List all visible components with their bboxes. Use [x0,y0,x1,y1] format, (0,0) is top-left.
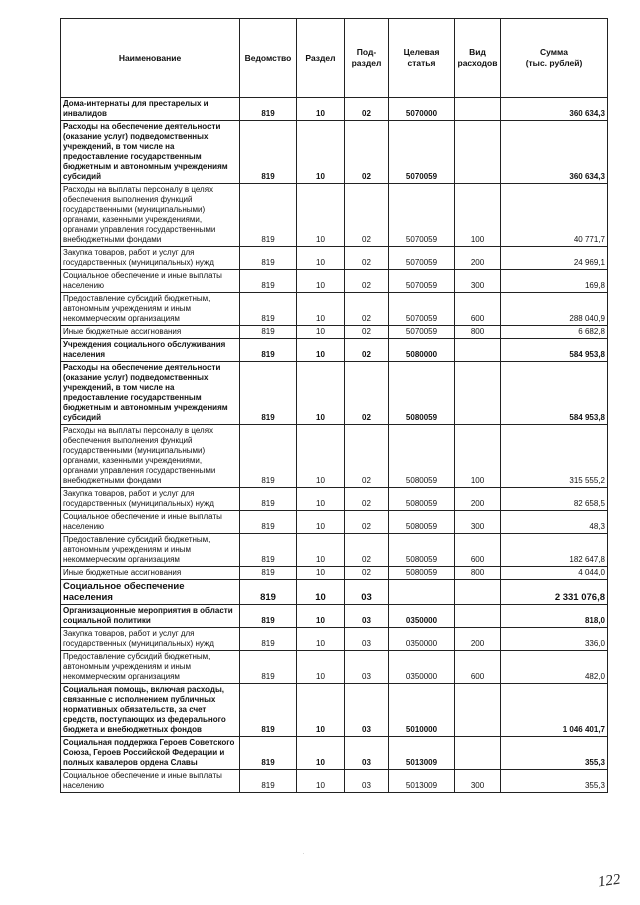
table-row [61,247,608,270]
cell-name: Организационные мероприятия в области социальной политики [61,605,240,628]
cell-name: Закупка товаров, работ и услуг для государственных (муниципальных) нужд [61,628,240,651]
cell-subsection: 02 [345,488,389,511]
cell-section: 10 [297,651,345,684]
cell-dept: 819 [240,293,297,326]
cell-name: Социальная поддержка Героев Советского Союза, Героев Российской Федерации и полных кавалеров ордена Славы [61,737,240,770]
header-exptype: Вид расходов [455,19,501,98]
cell-section: 10 [297,339,345,362]
cell-dept: 819 [240,770,297,793]
cell-name: Иные бюджетные ассигнования [61,567,240,580]
cell-exptype: 300 [455,511,501,534]
cell-target: 0350000 [389,605,455,628]
cell-dept: 819 [240,184,297,247]
cell-subsection: 02 [345,184,389,247]
cell-sum: 40 771,7 [501,184,608,247]
cell-exptype: 800 [455,326,501,339]
cell-dept: 819 [240,247,297,270]
cell-exptype [455,362,501,425]
cell-dept: 819 [240,737,297,770]
cell-section: 10 [297,567,345,580]
cell-name: Расходы на обеспечение деятельности (оказание услуг) подведомственных учреждений, в том числе на предоставление государственным бюджетным и автономным учреждениям субсидий [61,121,240,184]
cell-subsection: 03 [345,684,389,737]
cell-section: 10 [297,770,345,793]
cell-sum: 818,0 [501,605,608,628]
cell-subsection: 03 [345,770,389,793]
cell-exptype: 100 [455,184,501,247]
cell-sum: 360 634,3 [501,121,608,184]
table-row [61,326,608,339]
cell-section: 10 [297,293,345,326]
cell-sum: 336,0 [501,628,608,651]
cell-exptype: 600 [455,651,501,684]
cell-dept: 819 [240,605,297,628]
cell-target: 5080059 [389,534,455,567]
cell-sum: 1 046 401,7 [501,684,608,737]
cell-sum: 48,3 [501,511,608,534]
cell-subsection: 02 [345,339,389,362]
table-row [61,184,608,247]
cell-target: 5070000 [389,98,455,121]
cell-target: 5080059 [389,567,455,580]
cell-exptype: 800 [455,567,501,580]
cell-target: 5070059 [389,326,455,339]
cell-subsection: 03 [345,737,389,770]
header-dept: Ведомство [240,19,297,98]
cell-target: 0350000 [389,628,455,651]
cell-target: 5070059 [389,270,455,293]
cell-dept: 819 [240,534,297,567]
cell-dept: 819 [240,651,297,684]
table-row [61,121,608,184]
cell-subsection: 03 [345,628,389,651]
cell-section: 10 [297,326,345,339]
cell-section: 10 [297,488,345,511]
cell-sum: 82 658,5 [501,488,608,511]
cell-sum: 482,0 [501,651,608,684]
cell-target: 5070059 [389,184,455,247]
cell-section: 10 [297,184,345,247]
cell-exptype [455,98,501,121]
cell-dept: 819 [240,270,297,293]
cell-sum: 6 682,8 [501,326,608,339]
cell-section: 10 [297,534,345,567]
cell-exptype [455,684,501,737]
cell-exptype [455,737,501,770]
cell-name: Предоставление субсидий бюджетным, автономным учреждениям и иным некоммерческим организациям [61,651,240,684]
cell-subsection: 03 [345,580,389,605]
cell-name: Социальная помощь, включая расходы, связанные с исполнением публичных нормативных обязательств, за счет средств, поступающих из федерального бюджета и внебюджетных фондов [61,684,240,737]
cell-dept: 819 [240,580,297,605]
page-number: 122 [596,871,622,891]
cell-sum: 584 953,8 [501,362,608,425]
table-row [61,511,608,534]
cell-subsection: 02 [345,326,389,339]
cell-name: Иные бюджетные ассигнования [61,326,240,339]
cell-sum: 182 647,8 [501,534,608,567]
table-row [61,98,608,121]
cell-section: 10 [297,628,345,651]
cell-sum: 2 331 076,8 [501,580,608,605]
cell-dept: 819 [240,628,297,651]
cell-dept: 819 [240,326,297,339]
cell-sum: 315 555,2 [501,425,608,488]
cell-exptype [455,605,501,628]
cell-name: Социальное обеспечение населения [61,580,240,605]
cell-subsection: 03 [345,651,389,684]
cell-sum: 355,3 [501,737,608,770]
cell-dept: 819 [240,684,297,737]
cell-name: Закупка товаров, работ и услуг для государственных (муниципальных) нужд [61,247,240,270]
cell-target: 0350000 [389,651,455,684]
cell-target: 5080059 [389,488,455,511]
cell-exptype: 600 [455,293,501,326]
cell-dept: 819 [240,488,297,511]
cell-sum: 288 040,9 [501,293,608,326]
cell-target [389,580,455,605]
cell-name: Предоставление субсидий бюджетным, автономным учреждениям и иным некоммерческим организациям [61,293,240,326]
table-row [61,567,608,580]
cell-name: Учреждения социального обслуживания населения [61,339,240,362]
cell-exptype: 200 [455,247,501,270]
cell-name: Расходы на выплаты персоналу в целях обеспечения выполнения функций государственными (муниципальными) органами, казенными учреждениями, органами управления государственными внебюджетными фондами [61,184,240,247]
header-row [61,19,608,98]
cell-section: 10 [297,247,345,270]
header-subsection: Под- раздел [345,19,389,98]
cell-name: Предоставление субсидий бюджетным, автономным учреждениям и иным некоммерческим организациям [61,534,240,567]
table-row [61,425,608,488]
header-target: Целевая статья [389,19,455,98]
cell-dept: 819 [240,339,297,362]
cell-target: 5070059 [389,247,455,270]
cell-section: 10 [297,425,345,488]
scan-mark: . [303,850,305,856]
cell-dept: 819 [240,425,297,488]
cell-subsection: 02 [345,121,389,184]
cell-target: 5010000 [389,684,455,737]
cell-dept: 819 [240,511,297,534]
header-sum: Сумма (тыс. рублей) [501,19,608,98]
cell-exptype: 200 [455,488,501,511]
cell-name: Социальное обеспечение и иные выплаты населению [61,770,240,793]
cell-sum: 360 634,3 [501,98,608,121]
cell-section: 10 [297,737,345,770]
cell-section: 10 [297,580,345,605]
cell-section: 10 [297,98,345,121]
table-row [61,580,608,605]
cell-subsection: 03 [345,605,389,628]
table-row [61,628,608,651]
cell-target: 5080059 [389,425,455,488]
cell-subsection: 02 [345,362,389,425]
table-row [61,293,608,326]
cell-name: Расходы на обеспечение деятельности (оказание услуг) подведомственных учреждений, в том числе на предоставление государственным бюджетным и автономным учреждениям субсидий [61,362,240,425]
cell-target: 5070059 [389,293,455,326]
cell-subsection: 02 [345,534,389,567]
cell-target: 5070059 [389,121,455,184]
cell-exptype: 600 [455,534,501,567]
cell-exptype: 300 [455,270,501,293]
cell-subsection: 02 [345,567,389,580]
cell-exptype [455,121,501,184]
table-row [61,339,608,362]
cell-exptype [455,339,501,362]
header-name: Наименование [61,19,240,98]
cell-target: 5013009 [389,770,455,793]
cell-subsection: 02 [345,511,389,534]
table-row [61,651,608,684]
cell-dept: 819 [240,98,297,121]
cell-name: Закупка товаров, работ и услуг для государственных (муниципальных) нужд [61,488,240,511]
cell-target: 5013009 [389,737,455,770]
cell-dept: 819 [240,567,297,580]
table-row [61,270,608,293]
cell-subsection: 02 [345,425,389,488]
table-row [61,362,608,425]
cell-section: 10 [297,684,345,737]
cell-sum: 4 044,0 [501,567,608,580]
cell-exptype: 200 [455,628,501,651]
cell-exptype: 300 [455,770,501,793]
cell-section: 10 [297,270,345,293]
cell-exptype [455,580,501,605]
cell-dept: 819 [240,362,297,425]
cell-name: Дома-интернаты для престарелых и инвалидов [61,98,240,121]
table-row [61,534,608,567]
cell-section: 10 [297,121,345,184]
cell-subsection: 02 [345,98,389,121]
table-row [61,684,608,737]
table-row [61,737,608,770]
budget-table [60,18,608,793]
cell-dept: 819 [240,121,297,184]
cell-section: 10 [297,605,345,628]
table-row [61,770,608,793]
cell-subsection: 02 [345,293,389,326]
cell-section: 10 [297,511,345,534]
cell-sum: 24 969,1 [501,247,608,270]
cell-sum: 169,8 [501,270,608,293]
cell-name: Расходы на выплаты персоналу в целях обеспечения выполнения функций государственными (муниципальными) органами, казенными учреждениями, органами управления государственными внебюджетными фондами [61,425,240,488]
cell-exptype: 100 [455,425,501,488]
cell-target: 5080000 [389,339,455,362]
cell-sum: 584 953,8 [501,339,608,362]
table-row [61,488,608,511]
cell-subsection: 02 [345,247,389,270]
cell-target: 5080059 [389,511,455,534]
cell-name: Социальное обеспечение и иные выплаты населению [61,511,240,534]
cell-subsection: 02 [345,270,389,293]
header-section: Раздел [297,19,345,98]
cell-sum: 355,3 [501,770,608,793]
cell-section: 10 [297,362,345,425]
cell-name: Социальное обеспечение и иные выплаты населению [61,270,240,293]
table-row [61,605,608,628]
cell-target: 5080059 [389,362,455,425]
